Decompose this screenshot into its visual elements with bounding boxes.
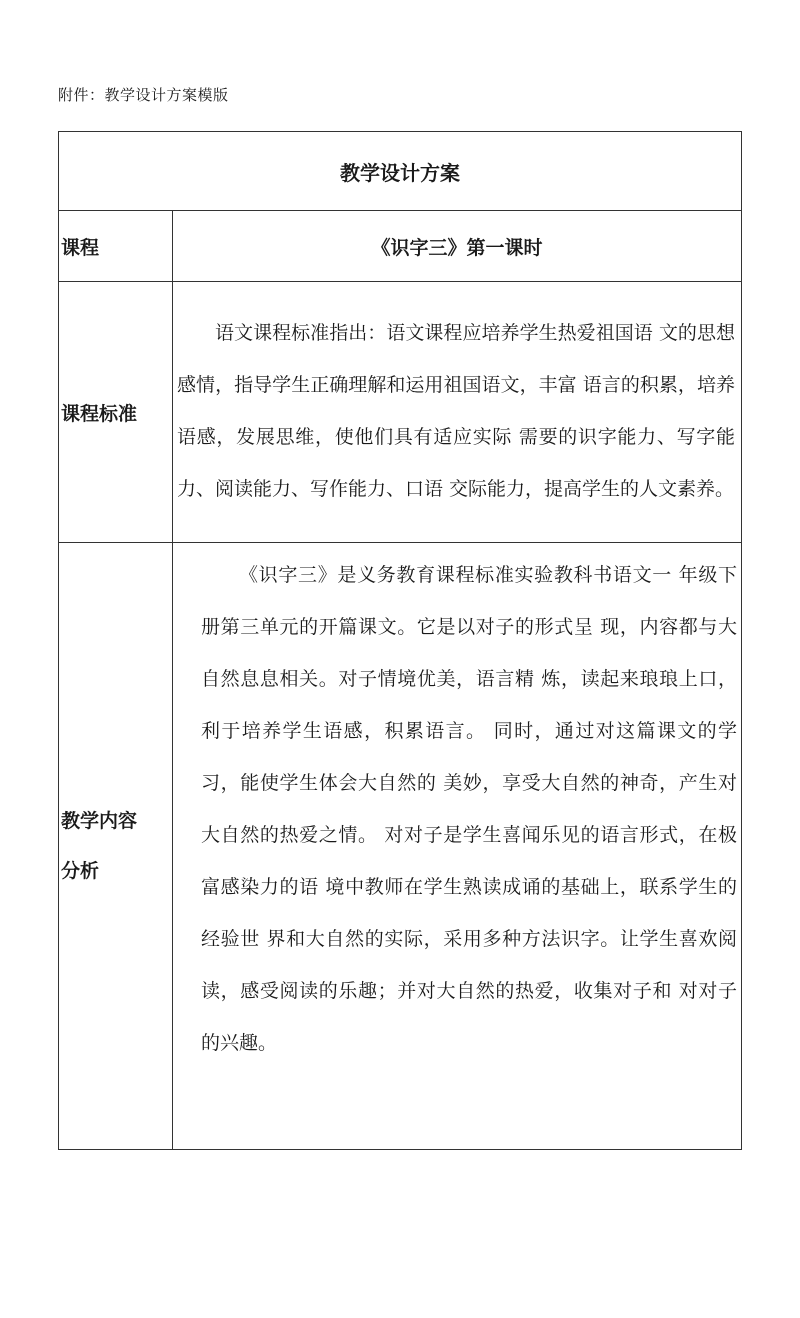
content-analysis-label (59, 543, 173, 1150)
curriculum-standard-row (59, 282, 742, 543)
attachment-note: 附件：教学设计方案模版 (58, 86, 229, 104)
course-value: 《识字三》第一课时 (173, 211, 742, 282)
content-analysis-text-cell (173, 543, 742, 1150)
content-analysis-text: 《识字三》是义务教育课程标准实验教科书语文一 年级下册第三单元的开篇课文。它是以对子的形式呈 现，内容都与大自然息息相关。对子情境优美，语言精 炼，读起来琅琅上口，利于培养学生语感，积累语言。 同时，通过对这篇课文的学习，能使学生体会大自然的 美妙，享受大自然的神奇，产生对大自然的热爱之情。 对对子是学生喜闻乐见的语言形式，在极富感染力的语 境中教师在学生熟读成诵的基础上，联系学生的经验世 界和大自然的实际，采用多种方法识字。让学生喜欢阅 读，感受阅读的乐趣；并对大自然的热爱，收集对子和 对对子的兴趣。 (201, 564, 737, 1054)
content-analysis-label-line2: 分析 (61, 860, 100, 882)
course-label: 课程 (59, 211, 173, 282)
content-analysis-row (59, 543, 742, 1150)
curriculum-standard-label: 课程标准 (59, 282, 173, 543)
lesson-plan-table (58, 131, 742, 1150)
curriculum-standard-text: 语文课程标准指出：语文课程应培养学生热爱祖国语 文的思想感情，指导学生正确理解和运用祖国语文，丰富 语言的积累，培养语感，发展思维，使他们具有适应实际 需要的识字能力、写字能力、阅读能力、写作能力、口语 交际能力，提高学生的人文素养。 (173, 282, 742, 543)
table-title: 教学设计方案 (59, 132, 742, 211)
content-analysis-label-line1: 教学内容 (61, 810, 138, 832)
table-title-row (59, 132, 742, 211)
course-row (59, 211, 742, 282)
